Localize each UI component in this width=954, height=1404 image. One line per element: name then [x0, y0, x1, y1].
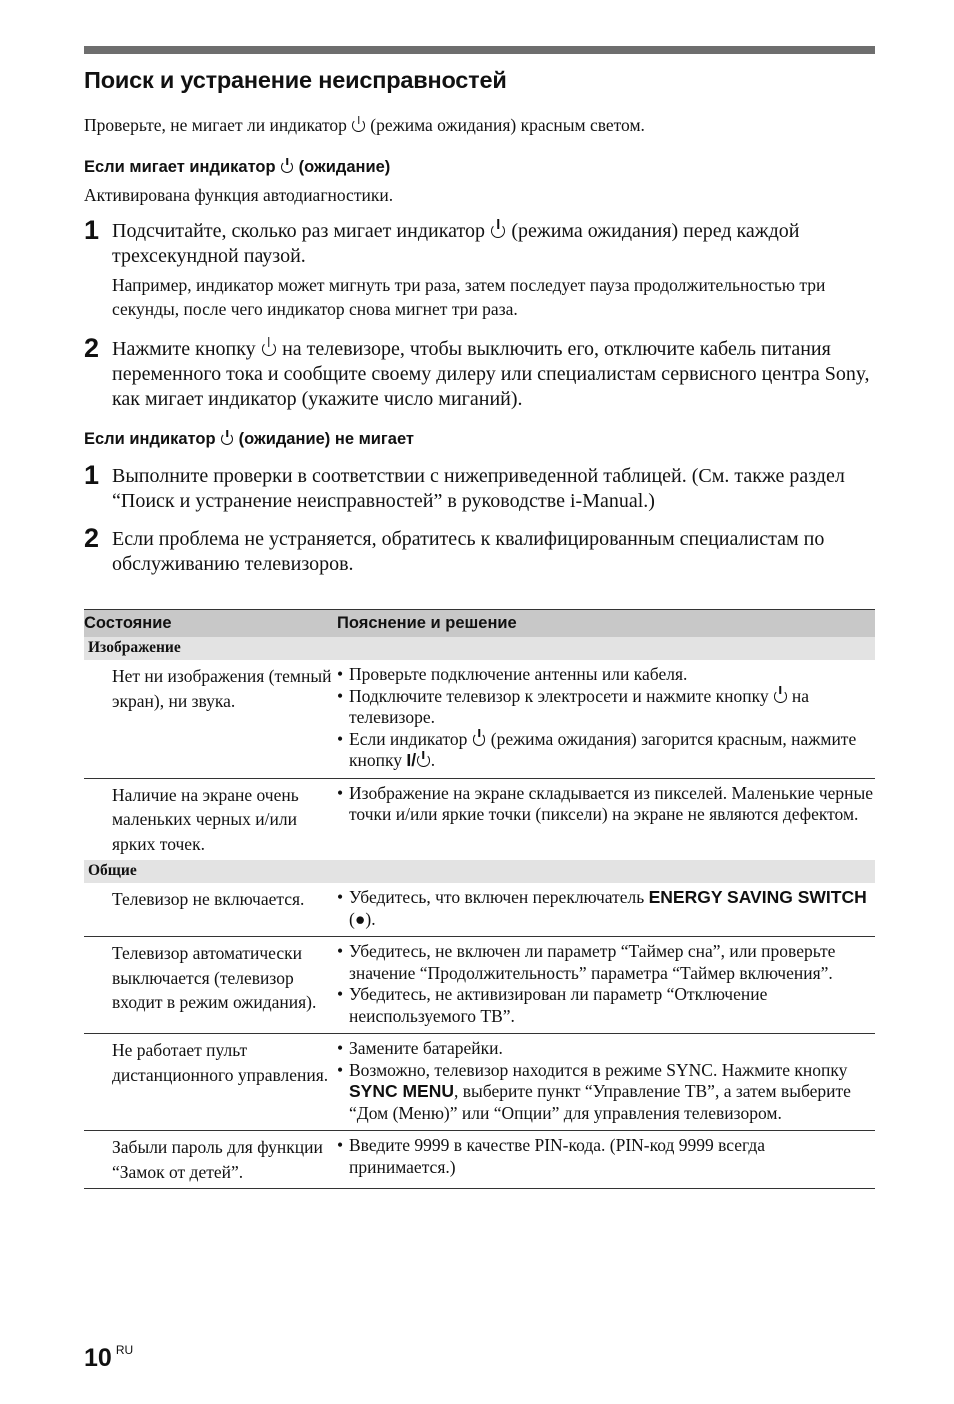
step-number: 1: [84, 460, 100, 490]
step-text: Нажмите кнопку на телевизоре, чтобы выключить его, отключите кабель питания переменного тока и сообщите своему дилеру или специалистам сервисного центра Sony, как мигает индикатор (укажите число миганий).: [112, 338, 870, 410]
table-row: [84, 778, 875, 860]
power-icon: [774, 690, 787, 703]
col-solution: Пояснение и решение: [337, 610, 875, 638]
condition-cell: Нет ни изображения (темный экран), ни звука.: [112, 666, 332, 711]
power-icon: [262, 342, 276, 356]
page-footer: [84, 1343, 133, 1373]
table-row: [84, 1034, 875, 1131]
bullet: • Убедитесь, что включен переключатель ENERGY SAVING SWITCH (●).: [337, 887, 875, 930]
solution-cell: [337, 778, 875, 860]
standby-icon: [491, 224, 505, 238]
page-number: 10: [84, 1344, 112, 1372]
step-number: 2: [84, 333, 100, 363]
condition-cell: Не работает пульт дистанционного управления.: [84, 1034, 337, 1131]
bullet: • Возможно, телевизор находится в режиме SYNC. Нажмите кнопку SYNC MENU, выберите пункт “Управление ТВ”, а затем выберите “Дом (Меню)” или “Опции” для управления телевизором.: [337, 1060, 875, 1125]
table-row: [84, 883, 875, 937]
table-header: [84, 610, 875, 638]
bullet: • Подключите телевизор к электросети и нажмите кнопку на телевизоре.: [337, 686, 875, 729]
condition-cell: Забыли пароль для функции “Замок от детей”.: [84, 1131, 337, 1189]
solution-cell: [337, 1034, 875, 1131]
step-number: 1: [84, 215, 100, 245]
heading-blinking: Если мигает индикатор (ожидание): [84, 158, 391, 176]
switch-name: ENERGY SAVING SWITCH: [648, 887, 867, 907]
button-name: SYNC MENU: [349, 1081, 455, 1101]
solution-cell: [337, 1131, 875, 1189]
header-rule: [84, 46, 875, 54]
step-2-not-blinking: [84, 523, 875, 577]
col-condition: Состояние: [84, 610, 337, 638]
section-general: Общие: [84, 860, 875, 883]
dot-icon: ●: [354, 908, 366, 929]
condition-cell: Телевизор не включается.: [112, 889, 305, 909]
step-text: Если проблема не устраняется, обратитесь к квалифицированным специалистам по обслуживанию телевизоров.: [112, 528, 825, 575]
standby-icon: [473, 733, 486, 746]
step-text: Выполните проверки в соответствии с нижеприведенной таблицей. (См. также раздел “Поиск и устранение неисправностей” в руководстве i-Manual.): [112, 465, 845, 512]
step-2-blinking: [84, 333, 875, 412]
self-diagnosis-text: Активирована функция автодиагностики.: [84, 185, 394, 205]
step-number: 2: [84, 523, 100, 553]
table-row: [84, 937, 875, 1034]
intro-text: Проверьте, не мигает ли индикатор (режима ожидания) красным светом.: [84, 115, 645, 135]
bullet: • Если индикатор (режима ожидания) загорится красным, нажмите кнопку I/ .: [337, 729, 875, 772]
language-code: RU: [115, 1343, 134, 1357]
page: [84, 46, 875, 1189]
heading-not-blinking: Если индикатор (ожидание) не мигает: [84, 430, 415, 448]
solution-cell: [337, 883, 875, 937]
step-note: Например, индикатор может мигнуть три раза, затем последует пауза продолжительностью три секунды, после чего индикатор снова мигнет три раза.: [112, 275, 826, 319]
condition-cell: Телевизор автоматически выключается (телевизор входит в режим ожидания).: [84, 937, 337, 1034]
troubleshooting-table: [84, 609, 875, 1189]
step-text: Подсчитайте, сколько раз мигает индикатор (режима ожидания) перед каждой трехсекундной паузой.: [112, 220, 800, 267]
standby-icon: [281, 161, 293, 173]
step-1-blinking: [84, 215, 875, 321]
bullet: • Изображение на экране складывается из пикселей. Маленькие черные точки и/или яркие точки (пиксели) на экране не являются дефектом.: [337, 783, 875, 826]
bullet: • Убедитесь, не включен ли параметр “Таймер сна”, или проверьте значение “Продолжительность” параметра “Таймер включения”.: [337, 941, 875, 984]
solution-cell: [337, 660, 875, 778]
bullet: • Замените батарейки.: [337, 1038, 875, 1060]
solution-cell: [337, 937, 875, 1034]
table-row: [84, 660, 875, 778]
standby-icon: [221, 433, 233, 445]
table-row: [84, 1131, 875, 1189]
bullet: • Проверьте подключение антенны или кабеля.: [337, 664, 875, 686]
bullet: • Введите 9999 в качестве PIN-кода. (PIN-код 9999 всегда принимается.): [337, 1135, 875, 1178]
condition-cell: Наличие на экране очень маленьких черных и/или ярких точек.: [84, 778, 337, 860]
section-picture: Изображение: [84, 637, 875, 660]
power-toggle-icon: I/: [406, 750, 430, 770]
bullet: • Убедитесь, не активизирован ли параметр “Отключение неиспользуемого ТВ”.: [337, 984, 875, 1027]
step-1-not-blinking: [84, 460, 875, 514]
page-title: Поиск и устранение неисправностей: [84, 67, 507, 93]
standby-icon: [352, 119, 365, 132]
